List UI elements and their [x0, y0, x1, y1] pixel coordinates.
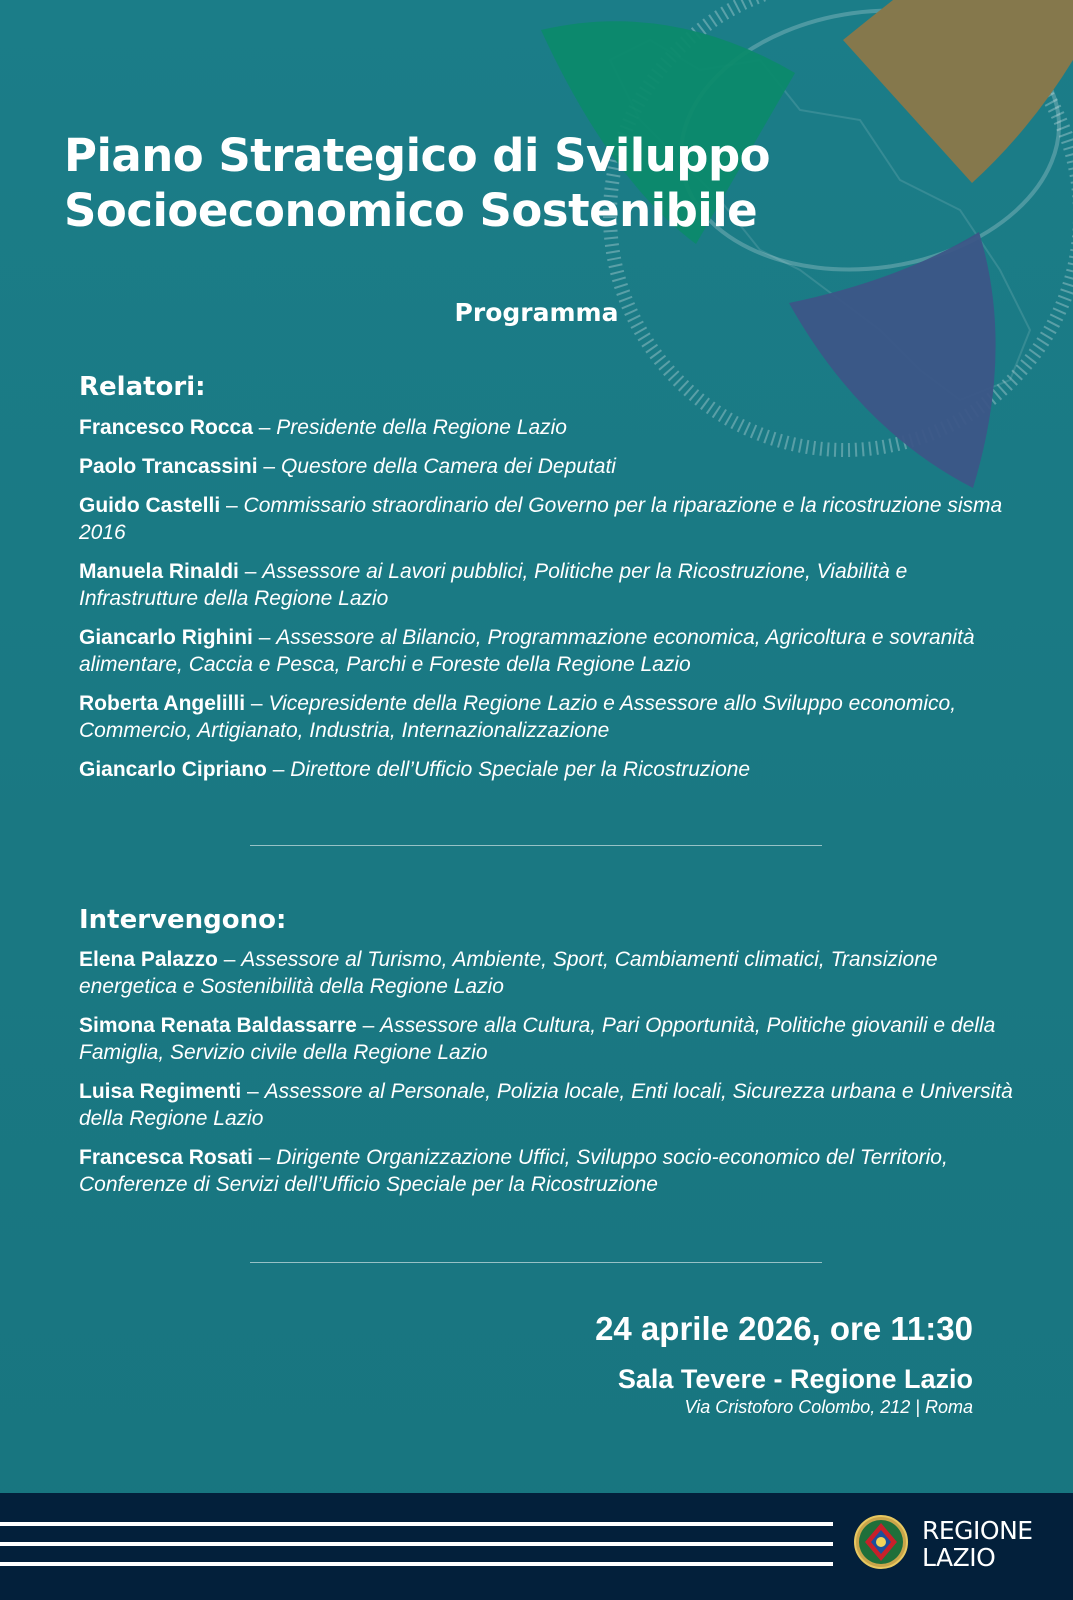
speaker-role: Assessore al Personale, Polizia locale, Enti locali, Sicurezza urbana e Università della Regione Lazio: [79, 1080, 1013, 1130]
speaker-name: Francesca Rosati: [79, 1146, 253, 1169]
event-datetime: 24 aprile 2026, ore 11:30: [595, 1310, 973, 1347]
speaker-role: Assessore ai Lavori pubblici, Politiche per la Ricostruzione, Viabilità e Infrastrutture della Regione Lazio: [79, 560, 908, 610]
speaker-name: Francesco Rocca: [79, 416, 253, 439]
speaker-name: Luisa Regimenti: [79, 1080, 242, 1103]
speaker-role: Commissario straordinario del Governo per la riparazione e la ricostruzione sisma 2016: [79, 494, 1003, 544]
speaker-name: Manuela Rinaldi: [79, 560, 239, 583]
speaker-role: Dirigente Organizzazione Uffici, Sviluppo socio-economico del Territorio, Conferenze di Servizi dell’Ufficio Speciale per la Ricostruzione: [79, 1146, 948, 1196]
speaker-name: Simona Renata Baldassarre: [79, 1014, 357, 1037]
speaker-entry: [79, 690, 1019, 744]
speaker-entry: [79, 492, 1019, 546]
speaker-entry: [79, 1144, 1019, 1198]
footer-stripe: [0, 1542, 833, 1546]
speaker-entry: [79, 946, 1019, 1000]
regione-lazio-emblem-icon: [853, 1513, 909, 1571]
speaker-entry: [79, 453, 1019, 480]
speaker-separator: –: [257, 455, 281, 478]
speaker-separator: –: [252, 1146, 277, 1169]
speaker-separator: –: [252, 416, 277, 439]
intervengono-list: [79, 946, 1019, 1210]
speaker-name: Roberta Angelilli: [79, 692, 246, 715]
speaker-name: Guido Castelli: [79, 494, 221, 517]
speaker-separator: –: [266, 758, 291, 781]
title-line-2: Socioeconomico Sostenibile: [64, 184, 758, 237]
speaker-name: Giancarlo Cipriano: [79, 758, 267, 781]
relatori-heading: Relatori:: [79, 372, 206, 402]
speaker-separator: –: [241, 1080, 265, 1103]
speaker-name: Paolo Trancassini: [79, 455, 258, 478]
logo-line-1: REGIONE: [922, 1516, 1033, 1545]
title-line-1: Piano Strategico di Sviluppo: [64, 129, 771, 182]
speaker-separator: –: [238, 560, 263, 583]
regione-lazio-logo: [922, 1517, 1033, 1571]
speaker-role: Vicepresidente della Regione Lazio e Assessore allo Sviluppo economico, Commercio, Artigianato, Industria, Internazionalizzazione: [79, 692, 957, 742]
speaker-separator: –: [252, 626, 277, 649]
speaker-entry: [79, 414, 1019, 441]
speaker-entry: [79, 1012, 1019, 1066]
speaker-role: Assessore al Bilancio, Programmazione economica, Agricoltura e sovranità alimentare, Caccia e Pesca, Parchi e Foreste della Regione Lazio: [79, 626, 975, 676]
speaker-entry: [79, 624, 1019, 678]
speaker-separator: –: [217, 948, 242, 971]
programma-label: Programma: [454, 298, 619, 327]
page-title: [64, 128, 1004, 238]
speaker-role: Direttore dell’Ufficio Speciale per la Ricostruzione: [290, 758, 751, 781]
speaker-role: Assessore alla Cultura, Pari Opportunità, Politiche giovanili e della Famiglia, Servizio civile della Regione Lazio: [79, 1014, 996, 1064]
event-info: [273, 1308, 973, 1418]
speaker-entry: [79, 558, 1019, 612]
speaker-role: Presidente della Regione Lazio: [276, 416, 567, 439]
speaker-entry: [79, 1078, 1019, 1132]
speaker-separator: –: [220, 494, 244, 517]
footer-stripe: [0, 1522, 833, 1526]
speaker-role: Assessore al Turismo, Ambiente, Sport, Cambiamenti climatici, Transizione energetica e Sostenibilità della Regione Lazio: [79, 948, 938, 998]
divider: [250, 1262, 822, 1263]
speaker-separator: –: [356, 1014, 381, 1037]
speaker-role: Questore della Camera dei Deputati: [280, 455, 616, 478]
speaker-separator: –: [245, 692, 269, 715]
divider: [250, 845, 822, 846]
logo-line-2: LAZIO: [922, 1543, 996, 1572]
footer-bar: [0, 1493, 1073, 1600]
footer-stripe: [0, 1562, 833, 1566]
speaker-entry: [79, 756, 1019, 783]
speaker-name: Elena Palazzo: [79, 948, 218, 971]
event-address: Via Cristoforo Colombo, 212 | Roma: [684, 1397, 973, 1417]
intervengono-heading: Intervengono:: [79, 905, 287, 935]
event-venue: Sala Tevere - Regione Lazio: [617, 1364, 973, 1394]
speaker-name: Giancarlo Righini: [79, 626, 253, 649]
relatori-list: [79, 414, 1019, 795]
